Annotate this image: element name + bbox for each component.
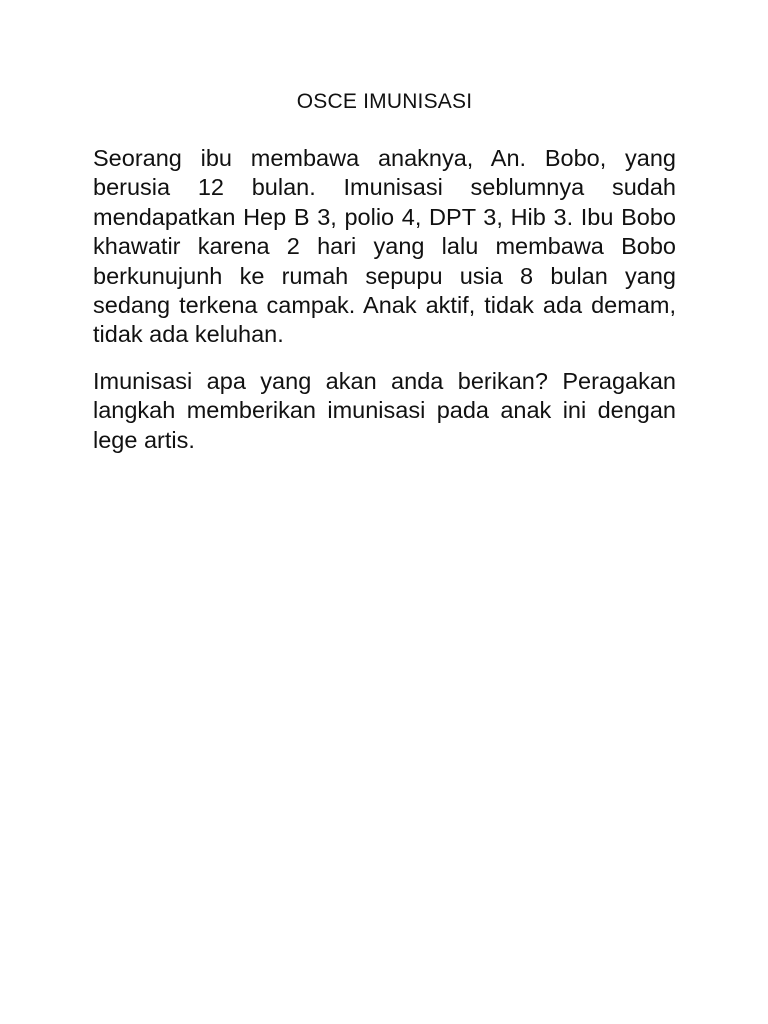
question-paragraph: Imunisasi apa yang akan anda berikan? Peragakan langkah memberikan imunisasi pada anak ini dengan lege artis. <box>93 368 676 453</box>
document-title: OSCE IMUNISASI <box>296 90 473 113</box>
case-description-paragraph: Seorang ibu membawa anaknya, An. Bobo, yang berusia 12 bulan. Imunisasi seblumnya sudah mendapatkan Hep B 3, polio 4, DPT 3, Hib 3. Ibu Bobo khawatir karena 2 hari yang lalu membawa Bobo berkunujunh ke rumah sepupu usia 8 bulan yang sedang terkena campak. Anak aktif, tidak ada demam, tidak ada keluhan. <box>93 145 676 348</box>
